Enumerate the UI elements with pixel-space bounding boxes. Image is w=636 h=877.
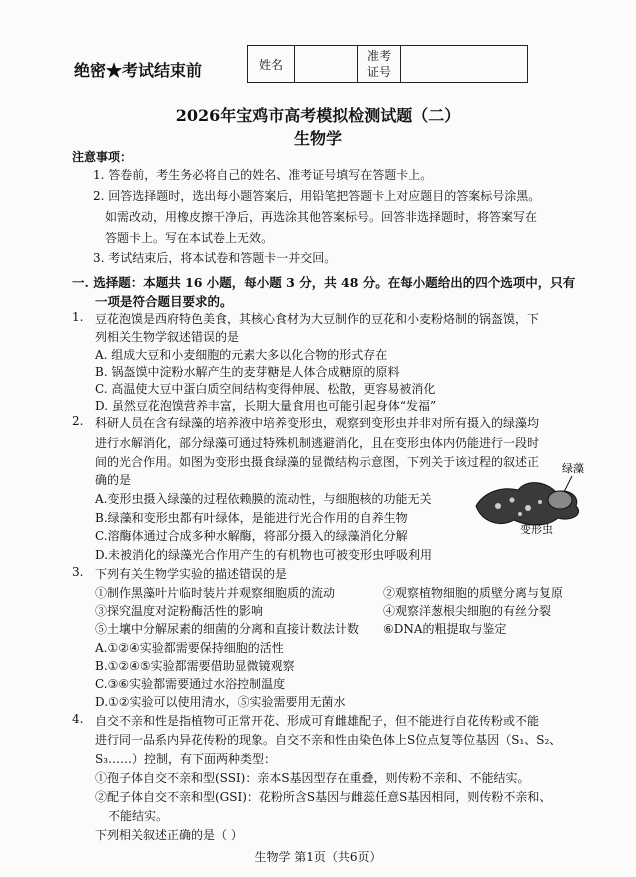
- option-a: A. 组成大豆和小麦细胞的元素大多以化合物的形式存在: [95, 348, 388, 362]
- question-stem: 不能结实。: [108, 809, 169, 823]
- notice-line: 答题卡上。写在本试卷上无效。: [105, 231, 274, 245]
- question-stem: 科研人员在含有绿藻的培养液中培养变形虫，观察到变形虫并非对所有摄入的绿藻均: [95, 416, 540, 430]
- section-heading-cont: 一项是符合题目要求的。: [95, 294, 233, 309]
- question-stem: S₃……）控制，有下面两种类型：: [95, 752, 277, 766]
- question-number: 3.: [72, 565, 84, 579]
- experiment-item: ⑥DNA的粗提取与鉴定: [383, 622, 507, 636]
- notice-heading: 注意事项：: [72, 150, 133, 164]
- option-a: A.变形虫摄入绿藻的过程依赖膜的流动性，与细胞核的功能无关: [95, 492, 432, 506]
- question-stem: 列相关生物学叙述错误的是: [95, 330, 240, 344]
- question-stem: 确的是: [95, 473, 132, 487]
- notice-line: 3. 考试结束后，将本试卷和答题卡一并交回。: [93, 251, 337, 265]
- question-number: 1.: [72, 310, 84, 324]
- option-c: C.③⑥实验都需要通过水浴控制温度: [95, 677, 286, 691]
- option-c: C. 高温使大豆中蛋白质空间结构变得伸展、松散，更容易被消化: [95, 382, 436, 396]
- question-stem: 下列相关叙述正确的是（ ）: [95, 828, 243, 842]
- exam-id-label: 准考 证号: [358, 46, 401, 83]
- question-stem: 豆花泡馍是西府特色美食，其核心食材为大豆制作的豆花和小麦粉烙制的锅盔馍，下: [95, 312, 540, 326]
- notice-line: 如需改动，用橡皮擦干净后，再选涂其他答案标号。回答非选择题时，将答案写在: [105, 210, 538, 224]
- notice-line: 1. 答卷前，考生务必将自己的姓名、准考证号填写在答题卡上。: [93, 168, 433, 182]
- question-stem: ①孢子体自交不亲和型(SSI)：亲本S基因型存在重叠，则传粉不亲和、不能结实。: [95, 771, 530, 785]
- amoeba-diagram: [468, 462, 594, 534]
- name-label: 姓名: [248, 46, 295, 83]
- option-c: C.溶酶体通过合成多种水解酶，将部分摄入的绿藻消化分解: [95, 529, 408, 543]
- question-stem: 进行同一品系内异花传粉的现象。自交不亲和性由染色体上S位点复等位基因（S₁、S₂、: [95, 733, 562, 747]
- exam-title: 2026年宝鸡市高考模拟检测试题（二）: [175, 106, 461, 125]
- option-d: D.①②实验可以使用清水，⑤实验需要用无菌水: [95, 695, 346, 709]
- question-number: 4.: [72, 712, 84, 726]
- green-algae-label: 绿藻: [562, 462, 584, 475]
- notice-line: 2. 回答选择题时，选出每小题答案后，用铅笔把答题卡上对应题目的答案标号涂黑。: [93, 189, 541, 203]
- page-footer: 生物学 第1页（共6页）: [254, 850, 382, 864]
- option-b: B. 锅盔馍中淀粉水解产生的麦芽糖是人体合成糖原的原料: [95, 365, 400, 379]
- question-stem: ②配子体自交不亲和型(GSI)：花粉所含S基因与雌蕊任意S基因相同，则传粉不亲和、: [95, 790, 552, 804]
- option-d: D. 虽然豆花泡馍营养丰富，长期大量食用也可能引起身体“发福”: [95, 399, 437, 413]
- experiment-item: ②观察植物细胞的质壁分离与复原: [383, 586, 564, 600]
- amoeba-label: 变形虫: [520, 523, 553, 534]
- option-a: A.①②④实验都需要保持细胞的活性: [95, 641, 284, 655]
- experiment-item: ③探究温度对淀粉酶活性的影响: [95, 604, 264, 618]
- option-d: D.未被消化的绿藻光合作用产生的有机物也可被变形虫呼吸利用: [95, 548, 433, 562]
- question-number: 2.: [72, 414, 84, 428]
- exam-id-field[interactable]: [401, 46, 528, 83]
- experiment-item: ①制作黑藻叶片临时装片并观察细胞质的流动: [95, 586, 336, 600]
- question-stem: 自交不亲和性是指植物可正常开花、形成可育雌雄配子，但不能进行自花传粉或不能: [95, 714, 540, 728]
- question-stem: 进行水解消化，部分绿藻可通过特殊机制逃避消化，且在变形虫体内仍能进行一段时: [95, 436, 540, 450]
- candidate-info-box: [247, 45, 528, 83]
- question-stem: 下列有关生物学实验的描述错误的是: [95, 567, 288, 581]
- question-stem: 间的光合作用。如图为变形虫摄食绿藻的显微结构示意图，下列关于该过程的叙述正: [95, 455, 540, 469]
- option-b: B.①②④⑤实验都需要借助显微镜观察: [95, 659, 295, 673]
- section-heading: 一. 选择题：本题共 16 小题，每小题 3 分，共 48 分。在每小题给出的四个选项中，只有: [72, 275, 576, 290]
- subject-title: 生物学: [293, 129, 342, 148]
- name-field[interactable]: [295, 46, 358, 83]
- experiment-item: ⑤土壤中分解尿素的细菌的分离和直接计数法计数: [95, 622, 360, 636]
- confidential-label: 绝密★考试结束前: [74, 61, 203, 80]
- option-b: B.绿藻和变形虫都有叶绿体，是能进行光合作用的自养生物: [95, 511, 408, 525]
- experiment-item: ④观察洋葱根尖细胞的有丝分裂: [383, 604, 552, 618]
